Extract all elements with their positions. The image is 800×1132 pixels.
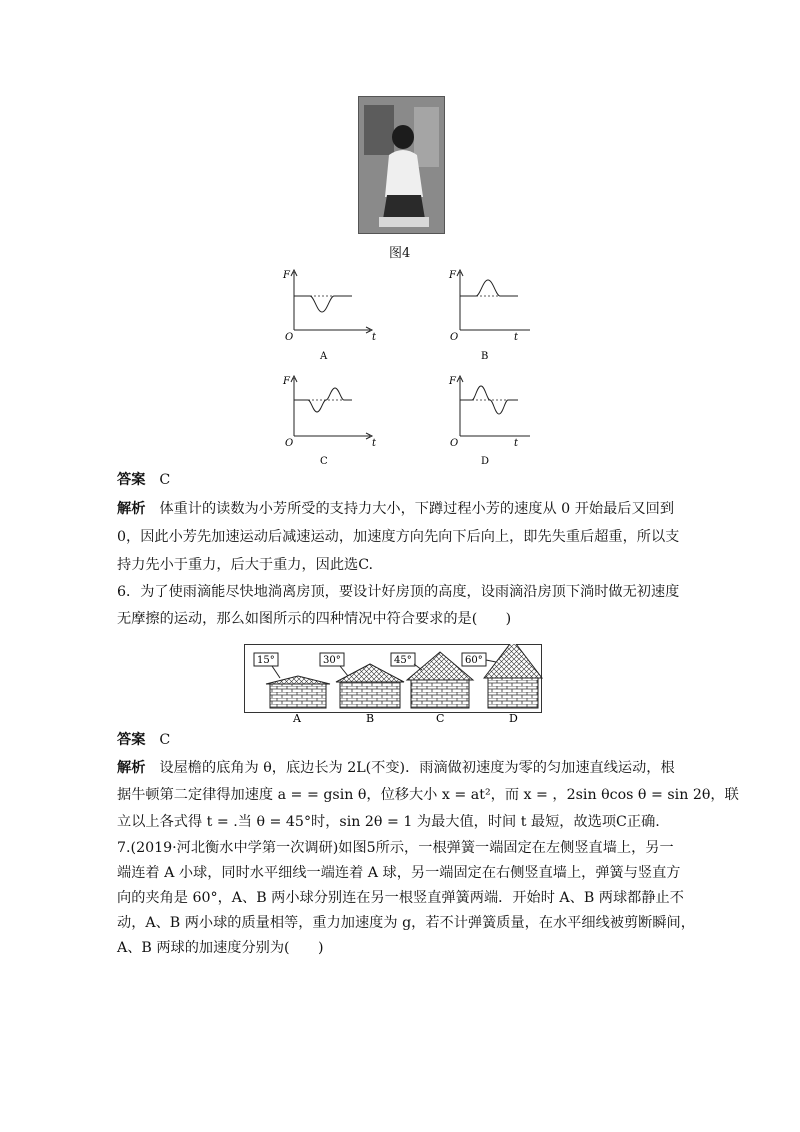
q7-text-line-1: 7.(2019·河北衡水中学第一次调研)如图5所示，一根弹簧一端固定在左侧竖直墙上，另一 — [117, 840, 674, 856]
analysis-label: 解析 — [117, 760, 146, 776]
graph-c-x-label: t — [372, 438, 377, 449]
graph-a-origin: O — [285, 332, 294, 343]
graph-c — [291, 376, 372, 439]
graph-c-y-label: F — [283, 376, 290, 387]
q5-analysis-line-2: 0，因此小芳先加速运动后减速运动，加速度方向先向下后向上，即先失重后超重，所以支 — [117, 529, 680, 545]
q7-text-line-3: 向的夹角是 60°，A、B 两小球分别连在另一根竖直弹簧两端．开始时 A、B 两球都静止不 — [117, 890, 684, 906]
graph-d-origin: O — [450, 438, 459, 449]
q6-analysis-line-3: 立以上各式得 t = .当 θ = 45°时，sin 2θ = 1 为最大值，时间 t 最短，故选项C正确. — [117, 814, 660, 830]
graph-d-label: D — [481, 456, 490, 466]
house-a-angle: 15° — [257, 655, 275, 666]
graph-a-label: A — [320, 351, 328, 362]
graph-d-x-label: t — [514, 438, 519, 449]
house-c-angle: 45° — [394, 655, 412, 666]
graph-d-y-label: F — [449, 376, 456, 387]
q5-analysis-line-1 — [117, 499, 674, 519]
graph-c-origin: O — [285, 438, 294, 449]
q6-answer — [117, 730, 170, 750]
house-d-label: D — [509, 712, 518, 724]
figure-caption: 图4 — [389, 246, 411, 261]
q6-text-line-1: 6．为了使雨滴能尽快地淌离房顶，要设计好房顶的高度，设雨滴沿房顶下淌时做无初速度 — [117, 584, 680, 600]
q7-text-line-4: 动，A、B 两小球的质量相等，重力加速度为 g，若不计弹簧质量，在水平细线被剪断瞬间， — [117, 915, 695, 931]
answer-value: C — [159, 732, 171, 748]
force-time-graphs — [280, 266, 530, 466]
graph-a — [291, 270, 372, 333]
q7-text-line-5: A、B 两球的加速度分别为( ) — [117, 940, 324, 956]
analysis-text: 体重计的读数为小芳所受的支持力大小，下蹲过程小芳的速度从 0 开始最后又回到 — [159, 501, 675, 517]
graph-b-origin: O — [450, 332, 459, 343]
q6-analysis-line-1 — [117, 758, 675, 778]
figure-photo — [358, 96, 445, 234]
graph-a-x-label: t — [372, 332, 377, 343]
graph-d — [457, 376, 530, 439]
answer-label: 答案 — [117, 732, 146, 748]
answer-value: C — [159, 472, 171, 488]
q5-analysis-line-3: 持力先小于重力，后大于重力，因此选C. — [117, 557, 374, 573]
graph-b-label: B — [481, 351, 489, 362]
graph-b-y-label: F — [449, 270, 456, 281]
q7-text-line-2: 端连着 A 小球，同时水平细线一端连着 A 球，另一端固定在右侧竖直墙上，弹簧与竖直方 — [117, 865, 681, 881]
graph-c-label: C — [320, 456, 328, 466]
q6-text-line-2: 无摩擦的运动，那么如图所示的四种情况中符合要求的是( ) — [117, 611, 512, 627]
house-b-label: B — [366, 712, 375, 724]
house-d-angle: 60° — [465, 655, 483, 666]
photo-illustration — [359, 97, 444, 233]
analysis-text: 设屋檐的底角为 θ，底边长为 2L(不变)．雨滴做初速度为零的匀加速直线运动，根 — [159, 760, 675, 776]
roof-houses-figure — [244, 644, 544, 724]
graph-b-x-label: t — [514, 332, 519, 343]
answer-label: 答案 — [117, 472, 146, 488]
house-c-label: C — [436, 712, 445, 724]
house-b-angle: 30° — [323, 655, 341, 666]
house-d — [462, 644, 542, 708]
q5-answer — [117, 470, 170, 490]
q6-analysis-line-2: 据牛顿第二定律得加速度 a = = gsin θ，位移大小 x = at²，而 x = ，2sin θcos θ = sin 2θ，联 — [117, 787, 739, 803]
graph-a-y-label: F — [283, 270, 290, 281]
graph-b — [457, 270, 530, 333]
house-a-label: A — [293, 712, 301, 724]
analysis-label: 解析 — [117, 501, 146, 517]
